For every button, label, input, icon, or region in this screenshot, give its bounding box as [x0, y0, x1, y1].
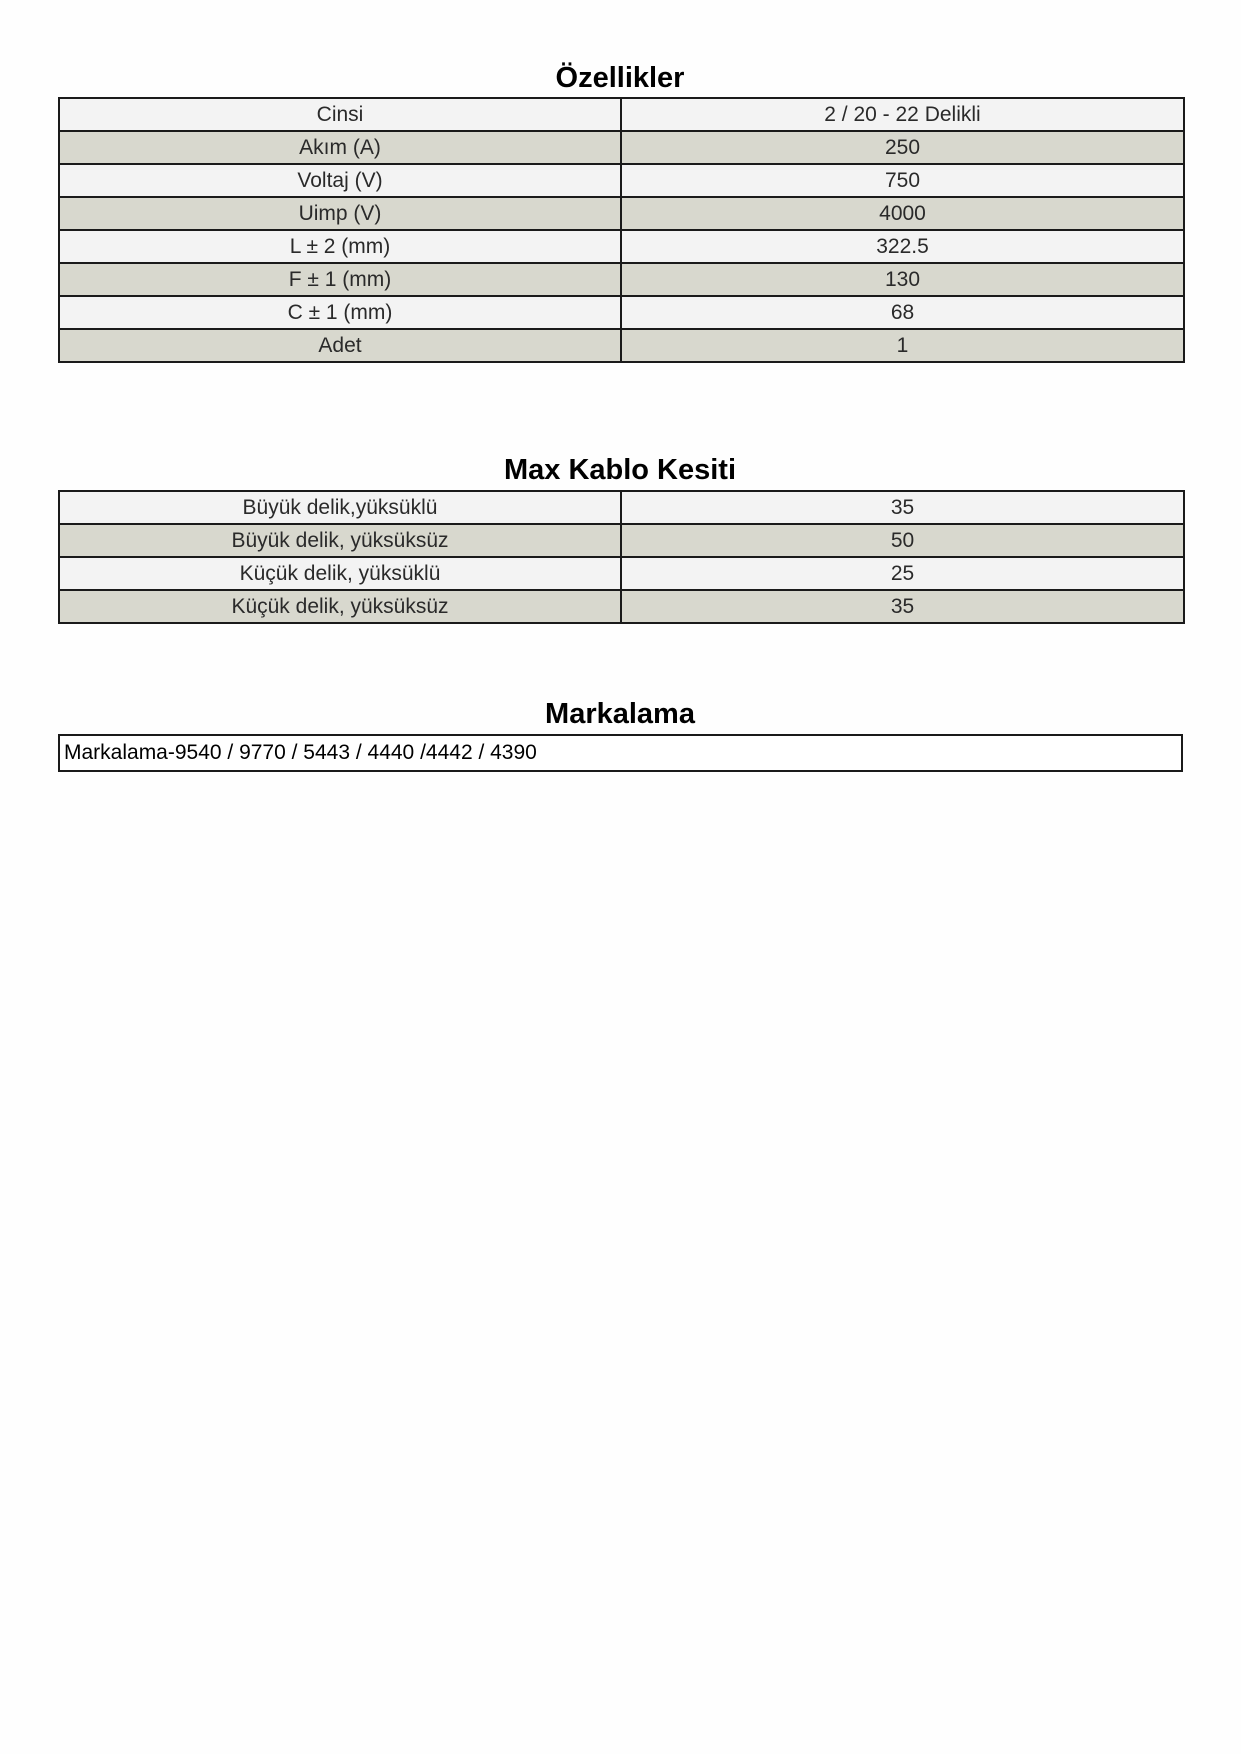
table-row — [59, 557, 1184, 590]
spec-value: 250 — [621, 131, 1184, 164]
spec-label: F ± 1 (mm) — [59, 263, 621, 296]
cable-value: 50 — [621, 524, 1184, 557]
spec-label: Voltaj (V) — [59, 164, 621, 197]
cable-table — [58, 490, 1185, 624]
marking-text: Markalama-9540 / 9770 / 5443 / 4440 /4442 / 4390 — [58, 734, 1183, 772]
spec-value: 750 — [621, 164, 1184, 197]
spec-label: Uimp (V) — [59, 197, 621, 230]
cable-section-title: Max Kablo Kesiti — [503, 454, 737, 486]
specs-title: Özellikler — [555, 62, 685, 94]
spec-label: Cinsi — [59, 98, 621, 131]
table-row — [59, 131, 1184, 164]
table-row — [59, 590, 1184, 623]
spec-value: 322.5 — [621, 230, 1184, 263]
cable-value: 35 — [621, 590, 1184, 623]
spec-label: Adet — [59, 329, 621, 362]
spec-value: 68 — [621, 296, 1184, 329]
table-row — [59, 329, 1184, 362]
spec-value: 4000 — [621, 197, 1184, 230]
table-row — [59, 491, 1184, 524]
cable-label: Büyük delik,yüksüklü — [59, 491, 621, 524]
spec-value: 2 / 20 - 22 Delikli — [621, 98, 1184, 131]
marking-section-title: Markalama — [545, 698, 695, 730]
spec-value: 130 — [621, 263, 1184, 296]
spec-label: L ± 2 (mm) — [59, 230, 621, 263]
cable-label: Küçük delik, yüksüksüz — [59, 590, 621, 623]
table-row — [59, 524, 1184, 557]
table-row — [59, 230, 1184, 263]
table-row — [59, 296, 1184, 329]
cable-label: Küçük delik, yüksüklü — [59, 557, 621, 590]
spec-label: C ± 1 (mm) — [59, 296, 621, 329]
table-row — [59, 197, 1184, 230]
table-row — [59, 164, 1184, 197]
spec-value: 1 — [621, 329, 1184, 362]
cable-value: 35 — [621, 491, 1184, 524]
spec-label: Akım (A) — [59, 131, 621, 164]
cable-label: Büyük delik, yüksüksüz — [59, 524, 621, 557]
table-row — [59, 263, 1184, 296]
specs-table — [58, 97, 1185, 363]
cable-value: 25 — [621, 557, 1184, 590]
table-row — [59, 98, 1184, 131]
